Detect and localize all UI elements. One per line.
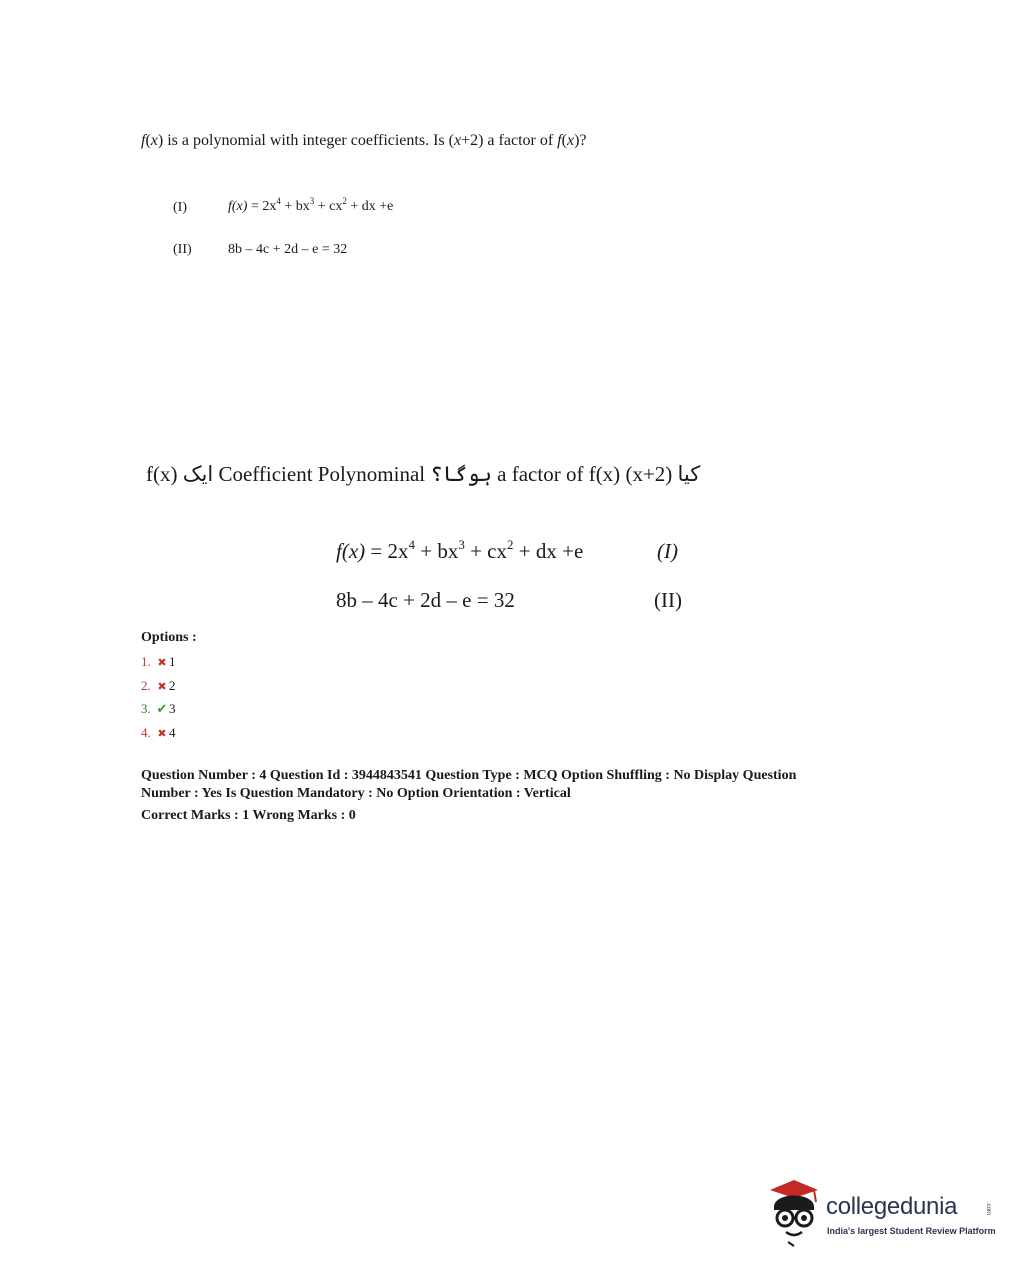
option-number: 2. [141,678,151,693]
eq-part: + dx +e [513,539,584,563]
question-meta-line-1: Question Number : 4 Question Id : 3944843541 Question Type : MCQ Option Shuffling : No Display Question [141,768,797,783]
q-fragment: ( [145,132,151,149]
eq-part: = 2x [365,539,409,563]
question-meta-line-2: Number : Yes Is Question Mandatory : No Option Orientation : Vertical [141,786,571,801]
q-fragment: f [557,132,562,149]
option-4 [141,725,176,741]
option-value: 1 [169,654,176,669]
statement-equation-2: 8b – 4c + 2d – e = 32 [228,242,348,257]
q-fragment: +2) a factor of [461,132,558,149]
eq-exponent: 4 [276,196,281,206]
q-fragment: x [566,132,575,149]
q-fragment: ) is a polynomial with integer coefficients. Is ( [157,132,454,149]
eq-exponent: 4 [408,537,415,552]
eq-part: f(x) [228,199,248,214]
options-title: Options : [141,630,197,645]
cross-icon: ✖ [157,728,167,740]
mascot-logo-icon [764,1176,824,1248]
eq-part: + dx +e [346,199,394,214]
check-icon: ✔ [156,701,168,716]
option-number: 3. [141,701,151,716]
eq-part: + bx [415,539,459,563]
brand-tagline: India's largest Student Review Platform [827,1226,996,1236]
eq-exponent: 2 [342,196,347,206]
option-value: 2 [169,678,176,693]
cross-icon: ✖ [157,681,167,693]
eq-part: = 2x [247,199,277,214]
q-fragment: f [141,132,146,149]
statement-label-1: (I) [173,200,187,215]
brand-name: collegedunia [826,1193,958,1220]
eq-exponent: 3 [458,537,465,552]
option-2 [141,678,176,694]
eq-exponent: 3 [309,196,315,206]
urdu-equation-1-label: (I) [657,539,678,563]
statement-label-2: (II) [173,242,192,257]
q-fragment: x [150,132,158,149]
urdu-equation-2-label: (II) [654,588,682,612]
option-value: 4 [169,725,176,740]
q-fragment: ( [561,132,567,149]
marks-info: Correct Marks : 1 Wrong Marks : 0 [141,808,356,823]
option-value: 3 [169,701,176,716]
q-fragment: x [453,132,462,149]
brand-suffix: .com [985,1202,991,1216]
statement-equation-1 [228,196,394,215]
question-text-english [141,132,587,150]
eq-part: + cx [314,199,343,214]
q-fragment: )? [574,132,587,149]
option-1 [141,654,176,670]
urdu-equation-2: 8b – 4c + 2d – e = 32 [336,588,515,612]
eq-exponent: 2 [507,537,514,552]
urdu-equation-1 [336,539,583,564]
eq-part: + bx [280,199,310,214]
option-number: 4. [141,725,151,740]
eq-part: + cx [464,539,508,563]
question-text-urdu: کیا (x+2) a factor of f(x) ہوگا؟ Coefficient Polynominal ایک f(x) [146,462,701,486]
eq-part: f(x) [336,539,366,563]
cross-icon: ✖ [157,657,167,669]
option-number: 1. [141,654,151,669]
option-3 [141,701,176,717]
